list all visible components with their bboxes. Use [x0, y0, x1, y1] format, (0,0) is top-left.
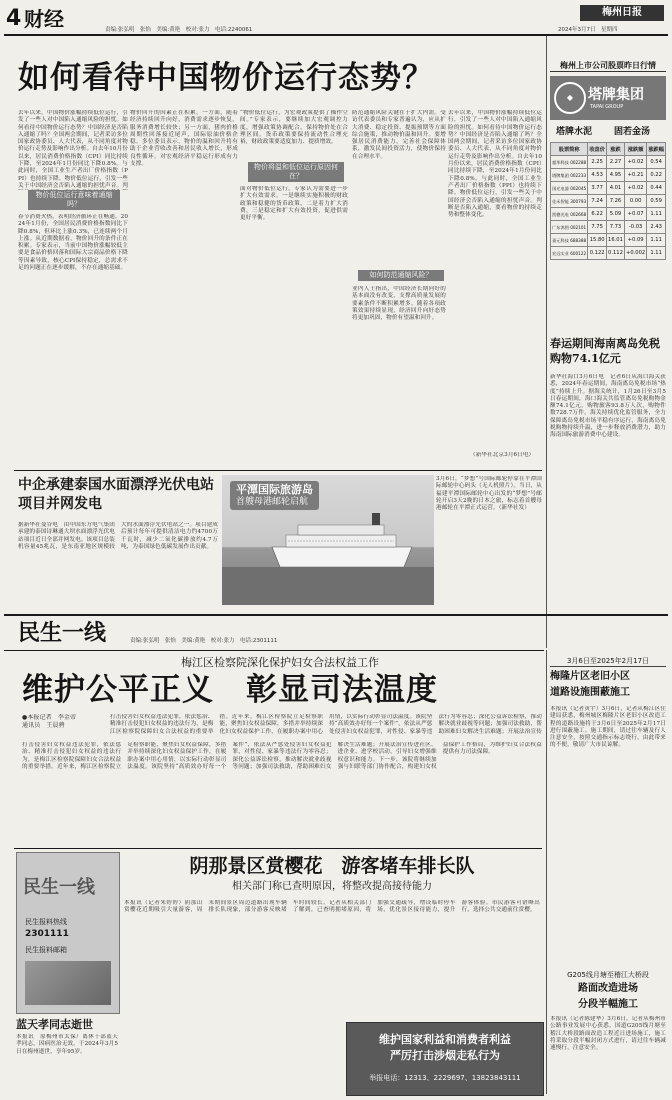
lead-subhead-1: 物价低位运行意味着通缩吗？	[28, 190, 120, 210]
company-name: 塔牌集团	[588, 87, 644, 103]
table-row: 宏远实业 600122 0.122 0.112 +0.002 1.11	[551, 247, 666, 260]
side2-title-2: 道路设施围蔽施工	[550, 687, 630, 698]
side2-body-2: 本报讯（记者陈建华）3月6日，记者从梅州市公路事业发展中心获悉，国道G205线月塘至稽江大桥段路面改造工程近日进场施工，施工将采取分段半幅封闭方式进行，请过往车辆减速慢行，注意安全。	[550, 1016, 666, 1052]
cruise-photo	[222, 475, 434, 605]
obit-body: 本报讯 原梅州市太保厂离休干部蓝天孝同志，因病医治无效，于2024年3月5日在梅州逝世，享年95岁。	[16, 1034, 118, 1055]
section2-editor-line: 责编:张弘明 张怡 美编:黄艳 校对:张力 电话:2301111	[130, 638, 278, 644]
sidebar-headline: 春运期间海南离岛免税购物74.1亿元	[550, 337, 660, 365]
lead-col-2: 物价回升的因素正在积累。一方面，随着经济持续回升向好，消费需求逐步恢复，服务消费增长较快；另一方面，猪肉价格周期性回落接近尾声，国际原油价格企稳。多位委员表示，物价的温和回升将有助于企业营收改善和居民收入增长，形成良性循环，对宏观经济平稳运行形成有力支撑。	[130, 110, 238, 168]
sidebar-title: 梅州上市公司股票昨日行情	[550, 60, 666, 72]
article3-headline: 阴那景区赏樱花 游客堵车排长队	[189, 855, 475, 877]
section-title: 财经	[24, 7, 64, 31]
masthead-logo: 梅州日报	[580, 5, 664, 21]
photo-banner	[230, 481, 319, 510]
lead-subhead-3: 如何防范通缩风险？	[358, 270, 444, 281]
article2-headline: 中企承建泰国水面漂浮光伏电站项目并网发电	[18, 477, 214, 512]
lead-col-3a: “物价低位运行，为宏观政策提供了操作空间。”专家表示，要继续加大宏观调控力度，增强政策协调配合，保持物价处在合理区间。货币政策要保持流动性合理充裕，财政政策要适度加力、提质增效。	[240, 110, 348, 146]
lead-col-1b: 春节消费火热，表明经济循环正在畅通。2024年1月份，全国居民消费价格指数同比下降0.8%，但环比上涨0.3%，已连续两个月上涨。从近期数据看，物价回升的条件正在积累。专家表示，当前中国物价涨幅较低主要是食品价格回落和国际大宗商品价格下降等因素导致，核心CPI保持稳定，总需求不足的问题正在逐步缓解，不存在通缩基础。	[18, 214, 128, 272]
promo-box	[16, 852, 120, 1014]
side2-title-1: 梅隆片区老旧小区	[550, 671, 630, 682]
side2-body-1: 本报讯（记者黄宇）3月6日，记者从梅江区住建局获悉，梅州城区梅隆片区老旧小区改造工程的道路设施将于3月6日至2025年2月17日进行围蔽施工。施工期间，请过往车辆及行人注意安全，按照交通指示标志绕行，由此带来的不便，敬请广大市民谅解。	[550, 706, 666, 749]
side2-title-4: 路面改造进场	[578, 983, 638, 994]
lead-headline: 如何看待中国物价运行态势？	[18, 60, 434, 96]
lead-col-4b: 业内人士指出，中国经济长期向好的基本面没有改变，支撑高质量发展的要素条件不断积累增多。随着各项政策效果持续显现，经济回升向好态势将更加巩固，物价有望温和回升。	[352, 286, 446, 322]
lead-subhead-2: 物价将温和低位运行原因何在？	[248, 162, 344, 182]
photo-caption: 3月6日，“梦想”号国际邮轮停靠在平潭国际邮轮中心码头（无人机照片）。当日，从福建平潭国际邮轮中心出发的“梦想”号邮轮开启3天2晚的日本之旅，标志着首艘母港邮轮在平潭正式运营。（新华社发）	[436, 476, 542, 512]
lead-col-5: 去年以来，中国物价涨幅持续低位运行，引发了一些人对中国陷入通缩风险的担忧。如何看待中国物价运行态势？中国经济是否陷入通缩了吗？全国两会期间，记者采访多位国家政协委员、人大代表，从不同角度对物价运行走势及影响作出分析。自去年10月份以来，居民消费价格指数（CPI）同比持续下降，至2024年1月份同比下降0.8%。与此同时，全国工业生产者出厂价格指数（PPI）也持续下降。物价低位运行，引发一些关于中国经济会否陷入通缩的担忧声音。判断是否陷入通缩，要看物价的持续走势和整体变化。	[448, 110, 542, 219]
date-line: 2024年3月7日 星期四	[558, 27, 618, 33]
side2-dateline: 3月6日至2025年2月17日	[550, 656, 666, 667]
main2-byline: ●本报记者 李金帝 通讯员 王晨骋	[22, 714, 77, 729]
photo-banner-sub: 首艘母港邮轮启航	[236, 497, 309, 507]
obit-headline: 蓝天孝同志逝世	[16, 1018, 93, 1031]
stock-header: 涨跌幅	[647, 143, 666, 156]
main2-headline: 维护公平正义 彰显司法温度	[22, 672, 438, 708]
section2-title: 民生一线	[18, 620, 107, 646]
promo-line-2: 2301111	[25, 929, 69, 939]
ad-hotline	[353, 1073, 537, 1083]
company-slogan-right: 固若金汤	[614, 127, 651, 137]
table-row: 凯德光电 002668 6.22 5.09 +0.07 1.11	[551, 208, 666, 221]
ad-line-1: 维护国家利益和消费者利益	[379, 1033, 511, 1046]
company-banner	[550, 76, 666, 120]
main2-body-upper: 打击侵害妇女权益违法犯罪，依法惩治、精准打击侵犯妇女权益的违法行为，是梅江区检察院保障妇女合法权益的重要举措。近年来，梅江区检察院立足检察职能，聚焦妇女权益保障，多措并举持续深化妇女权益保护工作，在履职办案中用心用情，以实际行动彰显司法温度。该院坚持“高质效办好每一个案件”，依法从严惩处侵害妇女权益犯罪，对性侵、家暴等违法行为零容忍；深化公益诉讼检察，推动解决就业歧视等问题；加强司法救助，帮助困难妇女解决生活难题；开展法治宣传	[110, 714, 542, 735]
table-row: 塔牌集团 002233 4.53 4.95 +0.21 0.22	[551, 169, 666, 182]
article3-body: 本报讯（记者朱婷婷）阴那山赏樱花近期吸引大量游客，周末期间景区周边道路出现车辆排长队现象，部分游客反映堵车时间较长。记者从相关部门了解到，已查明拥堵原因，将加强交通疏导，增设临时停车场，优化景区接待能力，提升游客体验。市民游客可错峰出行，选择公共交通前往赏樱。	[124, 900, 540, 914]
table-row: 广东鸿图 002101 7.75 7.73 -0.03 2.43	[551, 221, 666, 234]
ad-hotline-label: 举报电话：	[369, 1074, 405, 1082]
lead-col-3b: 面对物价低位运行，专家认为需要进一步扩大有效需求。一是继续实施积极的财政政策和稳健的货币政策，二是着力扩大消费，三是稳定和扩大有效投资，促进供需更好平衡。	[240, 186, 348, 222]
main2-kicker: 梅江区检察院深化保护妇女合法权益工作	[181, 656, 379, 669]
lead-col-1a: 去年以来，中国物价涨幅持续低位运行，引发了一些人对中国陷入通缩风险的担忧。如何看待中国物价运行态势？中国经济是否陷入通缩了吗？全国两会期间，记者采访多位国家政协委员、人大代表，从不同角度对物价运行走势及影响作出分析。自去年10月份以来，居民消费价格指数（CPI）同比持续下降，至2024年1月份同比下降0.8%。与此同时，全国工业生产者出厂价格指数（PPI）也持续下降。物价低位运行，引发一些关于中国经济会否陷入通缩的担忧声音。判	[18, 110, 128, 189]
article2-body: 据新华社曼谷电 由中国东方电气集团承建的泰国诗琳通大坝水面漂浮光伏电站项目近日全部并网发电。该项目总装机容量45兆瓦，是东南亚地区规模较大的水面漂浮光伏电站之一。项目建成后预计每年可提供清洁电力约4700万千瓦时，减少二氧化碳排放约4.7万吨，为泰国绿色低碳发展作出贡献。	[18, 522, 218, 550]
tobacco-ad	[346, 1022, 544, 1096]
page-number: 4	[6, 6, 22, 31]
stock-header: 收盘价	[588, 143, 607, 156]
ad-line-2: 严厉打击涉烟走私行为	[390, 1049, 500, 1062]
company-name-en: TAPAI GROUP	[590, 104, 624, 110]
promo-line-1: 民生报料热线	[25, 918, 67, 926]
promo-title: 民生一线	[23, 877, 95, 898]
photo-banner-main: 平潭国际旅游岛	[236, 483, 313, 496]
ad-hotline-number: 12313、2229697、13823843111	[404, 1074, 521, 1082]
stock-table	[550, 142, 666, 260]
table-row: 嘉元科技 688388 15.80 16.01 +0.09 1.11	[551, 234, 666, 247]
main2-body: 打击侵害妇女权益违法犯罪，依法惩治、精准打击侵犯妇女权益的违法行为，是梅江区检察院保障妇女合法权益的重要举措。近年来，梅江区检察院立足检察职能，聚焦妇女权益保障，多措并举持续深化妇女权益保护工作，在履职办案中用心用情，以实际行动彰显司法温度。该院坚持“高质效办好每一个案件”，依法从严惩处侵害妇女权益犯罪，对性侵、家暴等违法行为零容忍；深化公益诉讼检察，推动解决就业歧视等问题；加强司法救助，帮助困难妇女解决生活难题；开展法治宣传进社区、进企业、进学校活动，引导妇女增强维权意识和能力。下一步，该院将继续加强与妇联等部门协作配合，构建妇女权益保护工作格局，为维护妇女合法权益提供有力司法保障。	[22, 742, 542, 770]
company-logo-icon: ◆	[554, 82, 586, 114]
article3-subhead: 相关部门称已查明原因，将整改提高接待能力	[232, 881, 432, 892]
stock-header: 涨跌	[606, 143, 624, 156]
side2-title-5: 分段半幅施工	[578, 999, 638, 1010]
lead-credit: （新华社北京3月6日电）	[470, 452, 535, 458]
lead-col-4a: 防范通缩风险关键在于扩大内需。受访代表委员和专家普遍认为，应从扩大消费、稳定投资、提振预期等方面综合施策，推动物价温和回升。要增强居民消费能力，完善社会保障体系，激发民间投资活力，使物价保持在合理水平。	[352, 110, 446, 160]
stock-header: 股票简称	[551, 143, 588, 156]
table-row: 佳禾智能 300793 7.24 7.26 0.00 0.59	[551, 195, 666, 208]
company-slogan-left: 塔牌水泥	[556, 127, 593, 137]
table-row: 国光电器 002045 3.77 4.01 +0.02 0.44	[551, 182, 666, 195]
promo-photo	[25, 961, 111, 1005]
editor-line: 责编:张弘明 张怡 美编:黄艳 校对:张力 电话:2240061	[105, 27, 253, 33]
promo-line-3: 民生报料邮箱	[25, 946, 67, 954]
table-row: 超华科技 002288 2.25 2.27 +0.02 0.54	[551, 156, 666, 169]
side2-title-3: G205线月塘至稽江大桥段	[567, 971, 649, 979]
sidebar-body: 新华社海口3月6日电 记者6日从海口海关获悉，2024年春运期间，海南离岛免税市场“热度”持续上升。据海关统计，1月26日至3月5日春运期间，海口海关共监管离岛免税购物金额74.1亿元，购物旅客93.8万人次，购物件数728.7万件。海关持续优化监管服务，全力保障离岛免税市场平稳有序运行，海南离岛免税购物持续升温，进一步释放消费潜力，助力海南国际旅游消费中心建设。	[550, 374, 666, 439]
stock-header: 涨跌额	[624, 143, 646, 156]
